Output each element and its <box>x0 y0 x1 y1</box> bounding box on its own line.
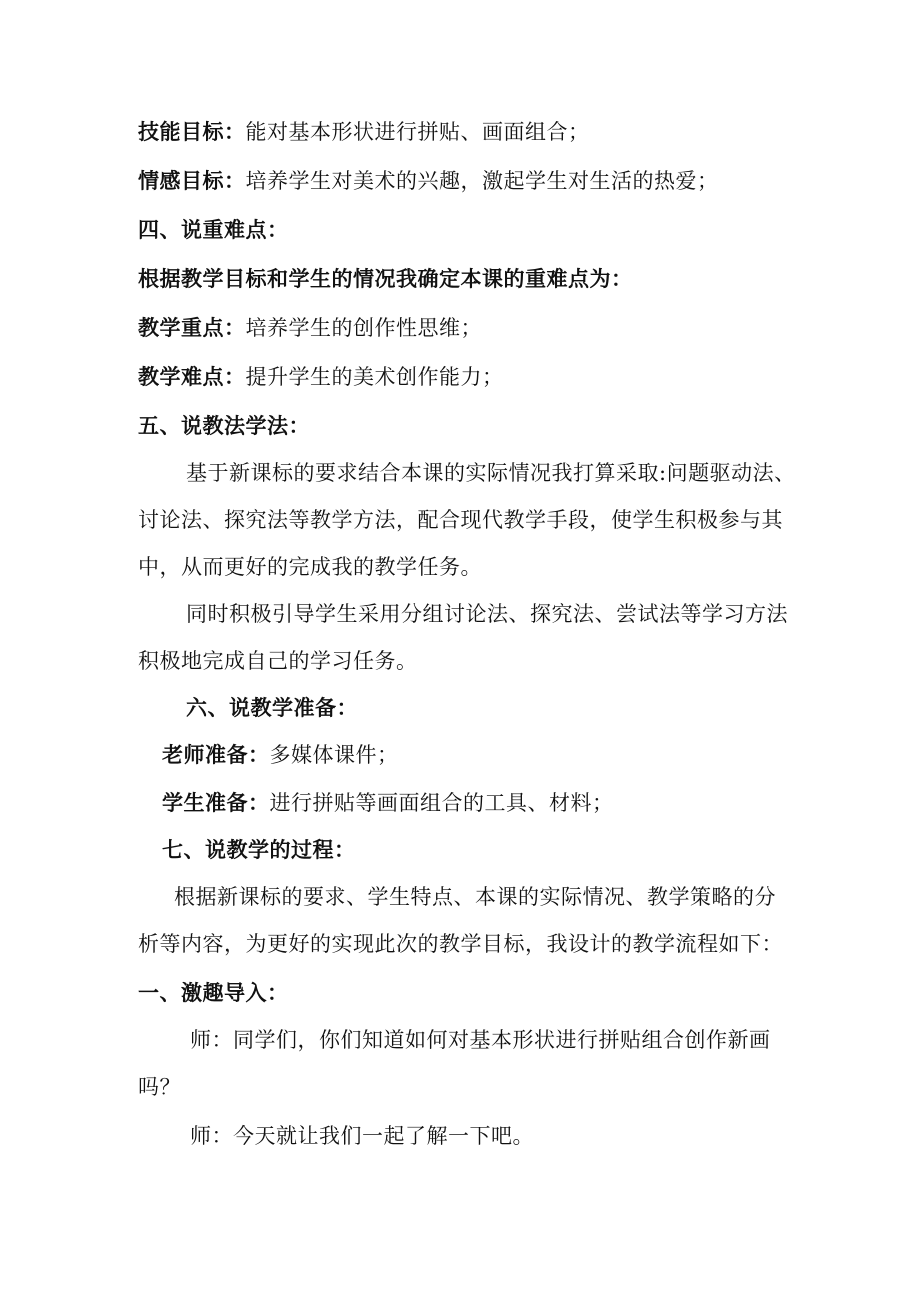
teacher-question-line1: 师：同学们，你们知道如何对基本形状进行拼贴组合创作新画 <box>190 1028 771 1052</box>
skill-goal-line <box>138 117 590 147</box>
section7-heading: 七、说教学的过程： <box>162 837 356 862</box>
step1-heading: 一、激趣导入： <box>138 980 289 1005</box>
section5-paragraph1-line1: 基于新课标的要求结合本课的实际情况我打算采取:问题驱动法、 <box>186 461 796 485</box>
skill-goal-text: 能对基本形状进行拼贴、画面组合； <box>245 120 590 144</box>
section4-intro: 根据教学目标和学生的情况我确定本课的重难点为： <box>138 266 633 291</box>
teacher-prep-line <box>162 740 399 770</box>
section6-heading: 六、说教学准备： <box>186 695 358 720</box>
student-prep-label: 学生准备： <box>162 790 270 815</box>
teacher-question-line2: 吗？ <box>138 1075 181 1099</box>
skill-goal-label: 技能目标： <box>138 119 246 144</box>
key-point-line <box>138 313 482 343</box>
difficult-point-line <box>138 362 504 392</box>
section7-paragraph-line1: 根据新课标的要求、学生特点、本课的实际情况、教学策略的分 <box>174 885 776 909</box>
student-prep-line <box>162 788 614 818</box>
section5-heading: 五、说教法学法： <box>138 413 310 438</box>
section7-paragraph-line2: 析等内容，为更好的实现此次的教学目标，我设计的教学流程如下： <box>138 932 783 956</box>
key-point-label: 教学重点： <box>138 315 246 340</box>
emotion-goal-label: 情感目标： <box>138 168 246 193</box>
section5-paragraph1-line2: 讨论法、探究法等教学方法，配合现代教学手段，使学生积极参与其 <box>138 508 783 532</box>
section5-paragraph2-line1: 同时积极引导学生采用分组讨论法、探究法、尝试法等学习方法 <box>186 602 788 626</box>
teacher-prep-text: 多媒体课件； <box>269 743 399 767</box>
difficult-point-label: 教学难点： <box>138 364 246 389</box>
section5-paragraph1-line3: 中，从而更好的完成我的教学任务。 <box>138 555 482 579</box>
emotion-goal-text: 培养学生对美术的兴趣，激起学生对生活的热爱； <box>245 169 719 193</box>
student-prep-text: 进行拼贴等画面组合的工具、材料； <box>269 791 614 815</box>
emotion-goal-line <box>138 166 719 196</box>
section4-heading: 四、说重难点： <box>138 217 289 242</box>
difficult-point-text: 提升学生的美术创作能力； <box>245 365 504 389</box>
teacher-intro-line: 师：今天就让我们一起了解一下吧。 <box>190 1124 534 1148</box>
teacher-prep-label: 老师准备： <box>162 742 270 767</box>
key-point-text: 培养学生的创作性思维； <box>245 316 482 340</box>
section5-paragraph2-line2: 积极地完成自己的学习任务。 <box>138 649 418 673</box>
